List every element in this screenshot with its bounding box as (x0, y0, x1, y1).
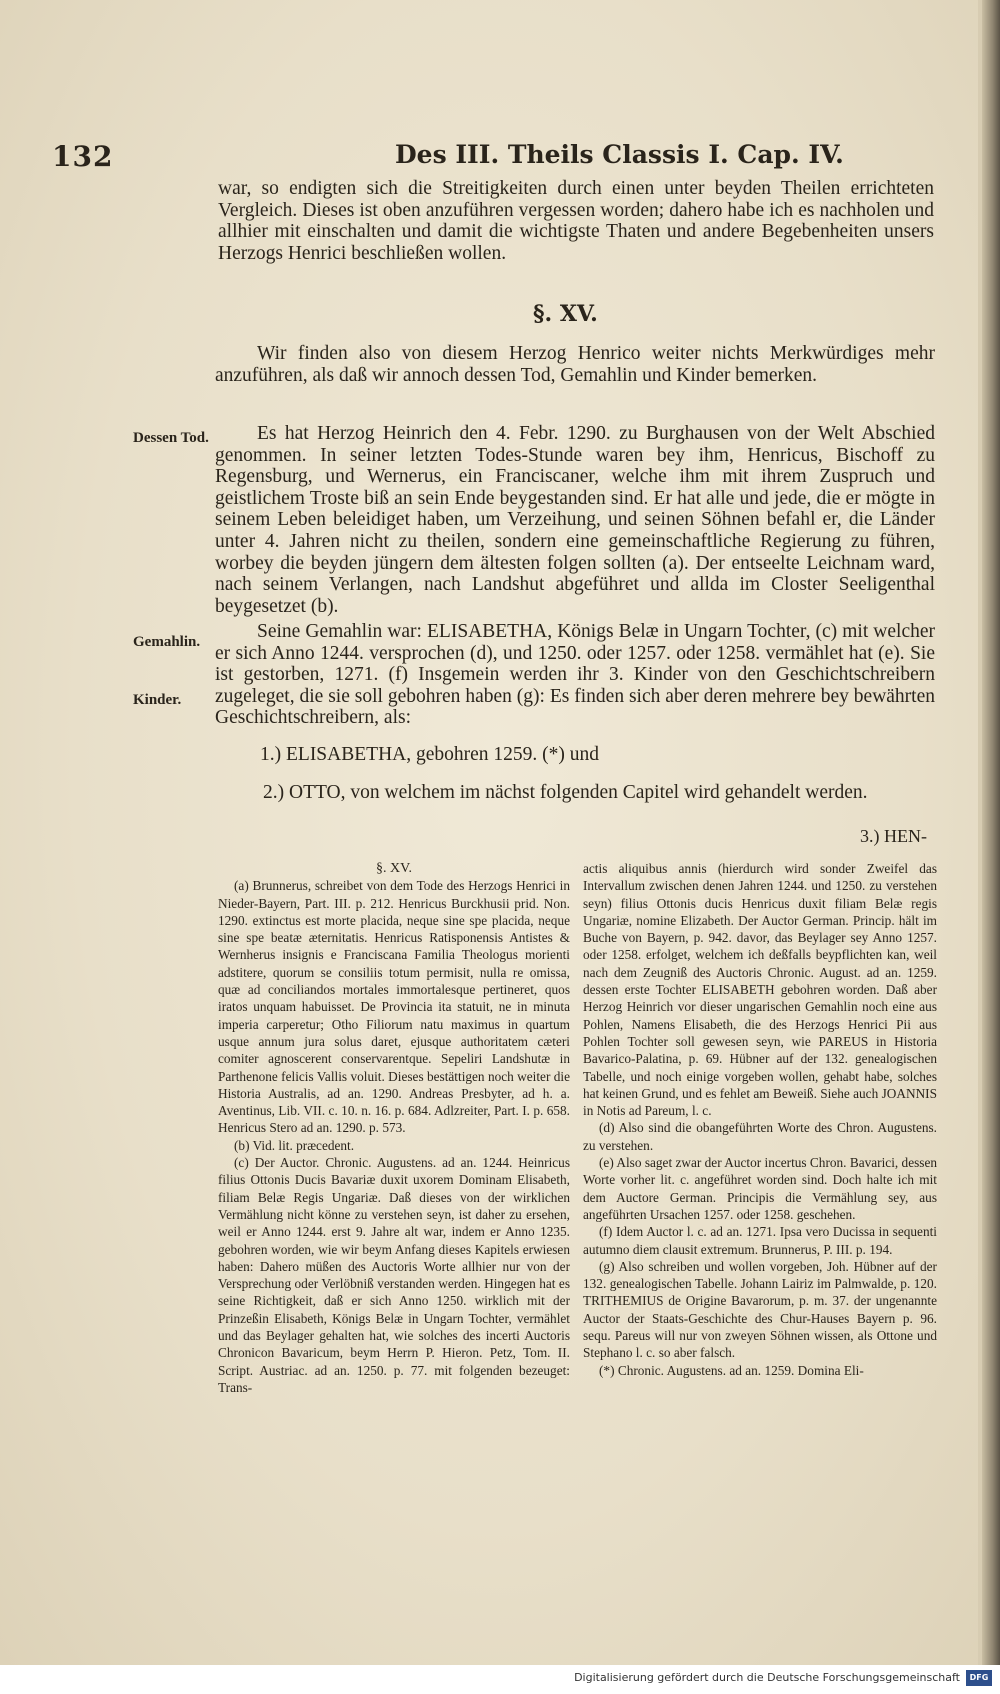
footnotes-left-column (218, 860, 570, 1396)
footnote-asterisk: (*) Chronic. Augustens. ad an. 1259. Domina Eli- (599, 1362, 864, 1378)
section-heading: §. XV. (533, 301, 598, 327)
book-spine (982, 0, 1000, 1665)
footer-credit: Digitalisierung gefördert durch die Deutsche Forschungsgemeinschaft (574, 1671, 960, 1684)
intro-paragraph: war, so endigten sich die Streitigkeiten durch einen unter beyden Theilen errichteten Vergleich. Dieses ist oben anzuführen vergessen worden; dahero habe ich es nachholen und allhier mit einschalten und damit die wichtigste Thaten und andere Begebenheiten unsers Herzogs Henrici beschließen wollen. (218, 178, 934, 264)
footnote-f: (f) Idem Auctor l. c. ad an. 1271. Ipsa vero Ducissa in sequenti autumno diem clausit extremum. Brunnerus, P. III. p. 194. (583, 1224, 937, 1257)
bleed-through-text (560, 120, 566, 141)
footnote-g: (g) Also schreiben und wollen vorgeben, Joh. Hübner auf der 132. genealogischen Tabelle. Johann Lairiz im Palmwalde, p. 120. TRITHEMIUS de Origine Bavarorum, p. m. 37. der ungenannte Auctor der Staats-Geschichte des Chur-Hauses Bayern p. 96. sequ. Pareus will nur von zweyen Söhnen wissen, als Ottone und Stephano l. c. so aber falsch. (583, 1258, 937, 1361)
paragraph-1: Wir finden also von diesem Herzog Henrico weiter nichts Merkwürdiges mehr anzuführen, als daß wir annoch dessen Tod, Gemahlin und Kinder bemerken. (215, 343, 935, 386)
paragraph-3: Seine Gemahlin war: ELISABETHA, Königs Belæ in Ungarn Tochter, (c) mit welcher er sich Anno 1244. versprochen (d), und 1250. oder 1257. oder 1258. vermählet hat (e). Sie ist gestorben, 1271. (f) Insgemein werden ihr 3. Kinder von den Geschichtschreibern zugeleget, die sie soll gebohren haben (g): Es finden sich aber deren mehrere bey bewährten Geschichtschreibern, als: (215, 621, 935, 729)
margin-note-children: Kinder. (133, 692, 182, 708)
page-number: 132 (52, 140, 114, 173)
footnote-b: (b) Vid. lit. præcedent. (234, 1137, 355, 1153)
footnotes-right-column (583, 860, 937, 1379)
running-title: Des III. Theils Classis I. Cap. IV. (395, 140, 844, 169)
margin-note-death: Dessen Tod. (133, 430, 209, 446)
footer-bar (0, 1665, 1000, 1694)
margin-note-wife: Gemahlin. (133, 634, 201, 650)
list-item-2: 2.) OTTO, von welchem im nächst folgenden Capitel wird gehandelt werden. (263, 782, 868, 803)
footnote-c-continued: actis aliquibus annis (hierdurch wird sonder Zweifel das Intervallum zwischen denen Jahren 1244. und 1250. zu verstehen seyn) filius Ottonis ducis Henricus duxit filiam Belæ regis Ungariæ, nomine Elizabeth. Der Auctor German. Princip. hält im Buche von Bayern, p. 942. davor, das Beylager sey Anno 1257. oder 1258. erfolget, welchem ich deßfalls beypflichten kan, weil nach dem Zeugniß des Auctoris Chronic. August. ad an. 1259. dessen erste Tochter ELISABETH gebohren worden. Daß aber Herzog Heinrich vor dieser ungarischen Gemahlin noch eine aus Pohlen, Namens Elisabeth, die des Herzogs Henrici Pii aus Pohlen Tochter soll gewesen seyn, wie PAREUS in Historia Bavarico-Palatina, p. 69. Hübner auf der 132. genealogischen Tabelle, und noch einige vorgeben wollen, gehabt habe, solches hat keinen Grund, und es fehlet am Beweiß. Siehe auch JOANNIS in Notis ad Pareum, l. c. (583, 861, 937, 1119)
footnote-c: (c) Der Auctor. Chronic. Augustens. ad an. 1244. Heinricus filius Ottonis Ducis Bavariæ duxit uxorem Dominam Elisabeth, filiam Belæ Regis Ungariæ. Daß dieses von der wirklichen Vermählung nicht könne zu verstehen seyn, ist daher zu ersehen, weil er Anno 1244. erst 9. Jahre alt war, indem er Anno 1235. gebohren worden, wie wir beym Anfang dieses Kapitels erwiesen haben: Dahero müßen des Auctoris Worte allhier nur von der Versprechung oder Verlöbniß verstanden werden. Hingegen hat es seine Richtigkeit, daß er sich Anno 1250. wirklich mit der Prinzeßin Elisabeth, Königs Belæ in Ungarn Tochter, vermählet und das Beylager gehalten hat, wie solches des incerti Auctoris Chronicon Bavaricum, beym Herrn P. Hieron. Petz, Tom. II. Script. Austriac. ad an. 1250. p. 77. mit folgenden bezeuget: Trans- (218, 1155, 570, 1395)
page-header (40, 140, 960, 180)
footnote-heading: §. XV. (376, 861, 412, 876)
footnote-d: (d) Also sind die obangeführten Worte des Chron. Augustens. zu verstehen. (583, 1120, 937, 1153)
dfg-logo-icon: DFG (966, 1670, 992, 1686)
list-item-1: 1.) ELISABETHA, gebohren 1259. (*) und (260, 744, 600, 765)
footnote-e: (e) Also saget zwar der Auctor incertus Chron. Bavarici, dessen Worte vorher lit. c. angeführet worden sind. Doch halte ich mit dem Auctore German. Principis die Vermählung sey, aus angeführten Ursachen 1257. oder 1258. geschehen. (583, 1155, 937, 1222)
catchword: 3.) HEN- (860, 826, 927, 846)
paragraph-2: Es hat Herzog Heinrich den 4. Febr. 1290. zu Burghausen von der Welt Abschied genommen. In seiner letzten Todes-Stunde waren bey ihm, Henricus, Bischoff zu Regensburg, und Wernerus, ein Franciscaner, welche ihm mit ihrem Zuspruch und geistlichem Troste biß an sein Ende beygestanden sind. Er hat alle und jede, die er mögte in seinem Leben beleidiget haben, um Verzeihung, und seinen Söhnen befahl er, die Länder unter 4. Jahren nicht zu theilen, sondern eine gemeinschaftliche Regierung zu führen, worbey die beyden jüngern dem ältesten folgen sollten (a). Der entseelte Leichnam ward, nach seinem Verlangen, nach Landshut abgeführet und allda im Closter Seeligenthal beygesetzet (b). (215, 423, 935, 617)
footnote-a: (a) Brunnerus, schreibet von dem Tode des Herzogs Henrici in Nieder-Bayern, Part. III. p. 212. Henricus Burckhusii prid. Non. 1290. extinctus est morte placida, neque sine spe placida, neque sine spe beatæ æternitatis. Henricus Ratisponensis Antistes & Wernherus insignis e Franciscana Familia Theologus morienti adstitere, quorum se consiliis totum permisit, nulla re omissa, quæ ad conciliandos mortales immortalesque pertineret, quos iratos unquam habuisset. De Provincia ita statuit, ne in minuta imperia carperetur; Otho Filiorum natu maximus in quartum usque annum jura solus daret, ejusque authoritatem cæteri comiter agnoscerent conservarentque. Sepeliri Landshutæ in Parthenone felicis Vallis voluit. Dieses bestättigen noch weiter die Historia Australis, ad an. 1290. Andreas Presbyter, ad h. a. Aventinus, Lib. VII. c. 10. n. 16. p. 684. Adlzreiter, Part. I. p. 658. Henricus Stero ad an. 1290. p. 573. (218, 878, 570, 1136)
